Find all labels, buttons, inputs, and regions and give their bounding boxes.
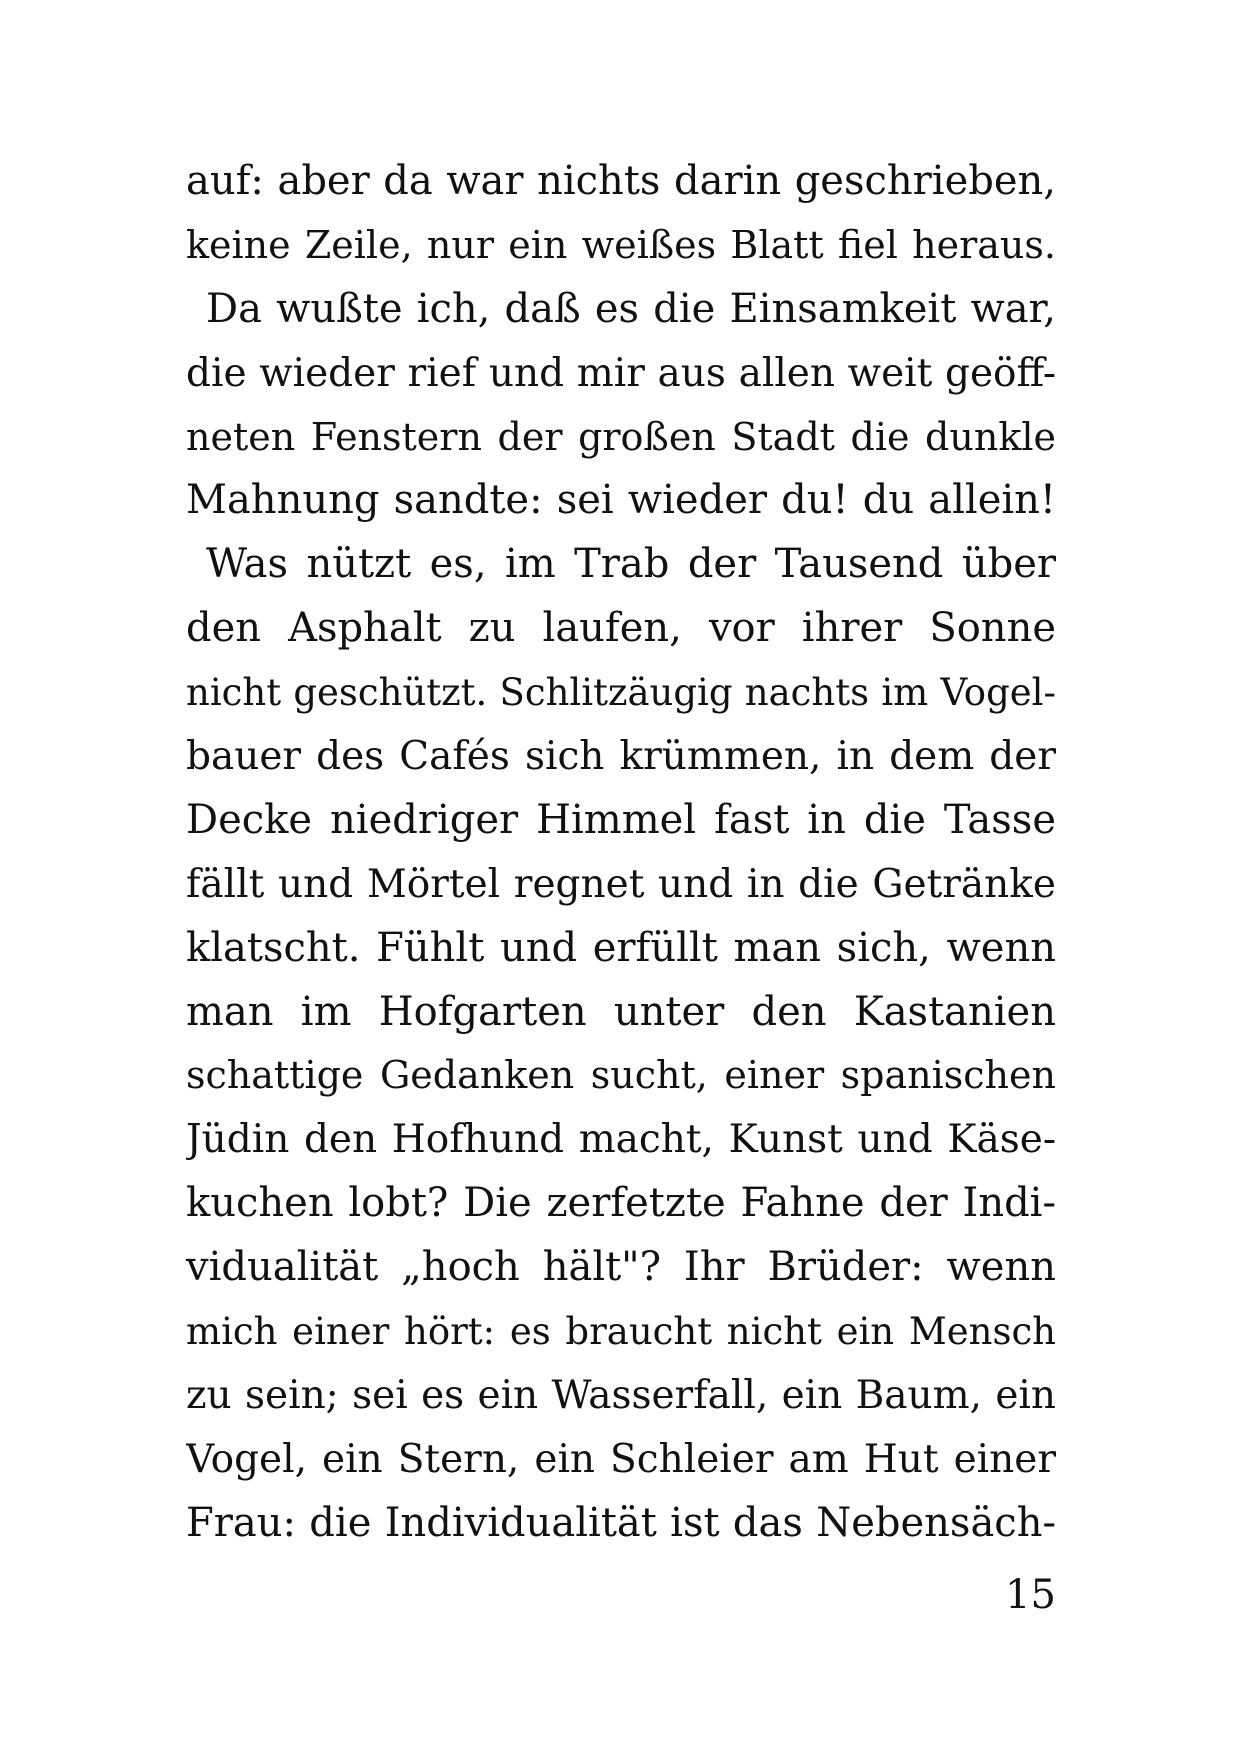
text-line-10: bauer des Cafés sich krümmen, in dem der [186,734,1056,780]
text-line-20: zu sein; sei es ein Wasserfall, ein Baum, ein [186,1372,1056,1418]
text-line-7: Was nützt es, im Trab der Tausend über [206,541,1056,588]
body-text [186,150,1056,1556]
text-line-11: Decke niedriger Himmel fast in die Tasse [186,796,1056,843]
text-line-4: die wieder rief und mir aus allen weit geöff- [186,350,1056,396]
text-line-12: fällt und Mörtel regnet und in die Getränke [186,861,1056,907]
text-line-18: vidualität „hoch hält"? Ihr Brüder: wenn [186,1244,1056,1291]
text-line-15: schattige Gedanken sucht, einer spanischen [186,1053,1056,1098]
text-line-17: kuchen lobt? Die zerfetzte Fahne der Indi- [186,1180,1056,1227]
text-line-1: auf: aber da war nichts darin geschrieben, [186,158,1056,204]
text-line-14: man im Hofgarten unter den Kastanien [186,988,1056,1035]
text-line-21: Vogel, ein Stern, ein Schleier am Hut einer [186,1436,1056,1482]
text-line-16: Jüdin den Hofhund macht, Kunst und Käse- [186,1117,1056,1163]
text-line-8: den Asphalt zu laufen, vor ihrer Sonne [186,605,1056,652]
text-line-22: Frau: die Individualität ist das Nebensäch- [186,1499,1056,1546]
text-line-6: Mahnung sandte: sei wieder du! du allein! [186,477,1056,524]
page-number: 15 [1005,1572,1056,1618]
text-line-2: keine Zeile, nur ein weißes Blatt fiel heraus. [186,222,1056,267]
text-line-5: neten Fenstern der großen Stadt die dunkle [186,414,1056,459]
text-line-13: klatscht. Fühlt und erfüllt man sich, wenn [186,924,1056,971]
text-line-19: mich einer hört: es braucht nicht ein Mensch [186,1310,1056,1354]
text-line-9: nicht geschützt. Schlitzäugig nachts im Vogel- [186,671,1056,715]
text-line-3: Da wußte ich, daß es die Einsamkeit war, [206,285,1056,332]
